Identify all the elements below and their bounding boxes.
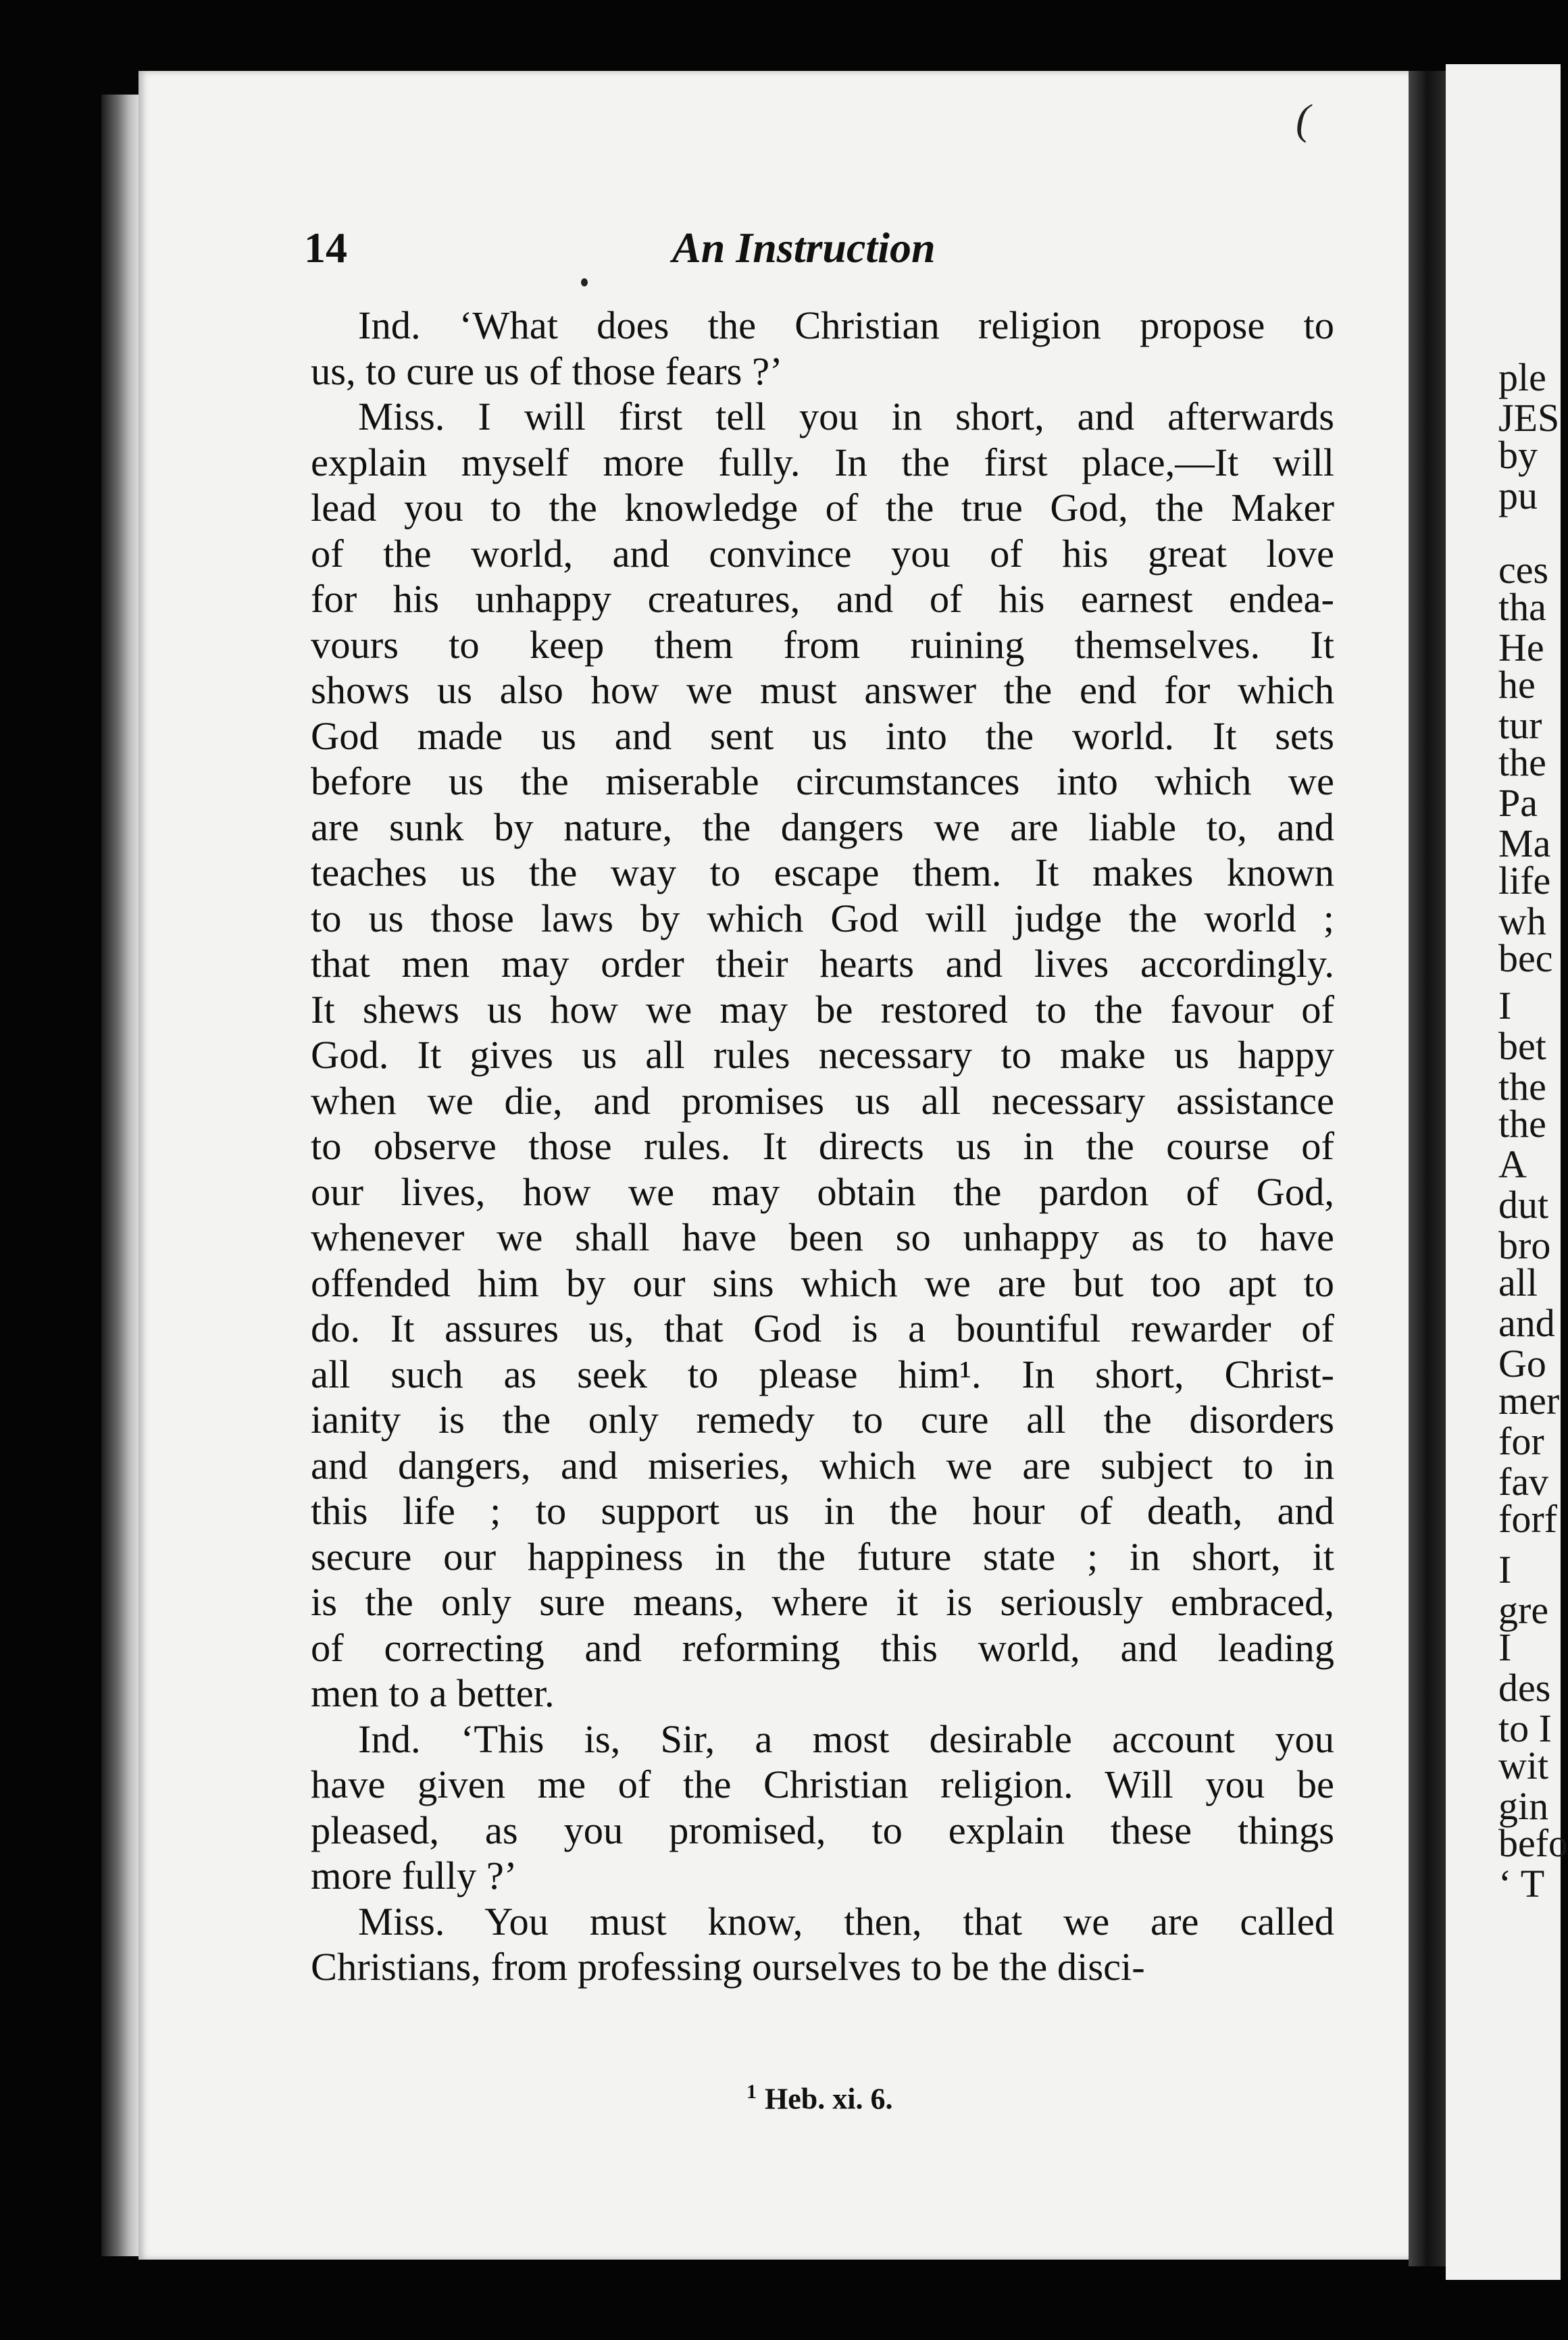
text-line: before us the miserable circumstances into which we: [311, 759, 1334, 803]
facing-page-text: ces: [1498, 548, 1549, 592]
text-line: to observe those rules. It directs us in the course of: [311, 1124, 1334, 1168]
facing-page-text: bec: [1498, 936, 1553, 980]
text-line: ianity is the only remedy to cure all the disorders: [311, 1398, 1334, 1442]
facing-page-text: life: [1498, 859, 1551, 902]
text-line: do. It assures us, that God is a bountiful rewarder of: [311, 1306, 1334, 1350]
running-title: An Instruction: [672, 224, 936, 272]
text-line: more fully ?’: [311, 1854, 517, 1898]
corner-mark: (: [1296, 95, 1311, 143]
text-line: of correcting and reforming this world, and leading: [311, 1625, 1334, 1670]
facing-page-text: gre: [1498, 1588, 1549, 1632]
facing-page-text: by: [1498, 433, 1538, 477]
text-line: pleased, as you promised, to explain these things: [311, 1808, 1334, 1852]
text-line: for his unhappy creatures, and of his earnest endea-: [311, 577, 1334, 621]
facing-page-text: Go: [1498, 1342, 1546, 1385]
text-line: shows us also how we must answer the end for which: [311, 668, 1334, 712]
facing-page-text: gin: [1498, 1784, 1549, 1828]
text-line: Ind. ‘What does the Christian religion propose to: [358, 303, 1334, 347]
facing-page-text: fav: [1498, 1460, 1549, 1504]
text-line: God made us and sent us into the world. It sets: [311, 713, 1334, 758]
text-line: God. It gives us all rules necessary to make us happy: [311, 1033, 1334, 1077]
text-line: It shews us how we may be restored to the favour of: [311, 987, 1334, 1032]
text-line: whenever we shall have been so unhappy as to have: [311, 1215, 1334, 1259]
facing-page-text: and: [1498, 1301, 1555, 1345]
facing-page-text: to I: [1498, 1706, 1552, 1750]
facing-page-text: tha: [1498, 585, 1546, 629]
page-header: [304, 223, 1338, 284]
text-line: this life ; to support us in the hour of death, and: [311, 1489, 1334, 1533]
facing-page-text: wh: [1498, 899, 1546, 943]
text-line: when we die, and promises us all necessary assistance: [311, 1078, 1334, 1123]
book-page-edges: [101, 95, 142, 2256]
facing-page-text: pu: [1498, 474, 1538, 517]
text-line: our lives, how we may obtain the pardon of God,: [311, 1169, 1334, 1214]
text-line: is the only sure means, where it is seriously embraced,: [311, 1580, 1334, 1624]
facing-page-fragment: [1446, 64, 1568, 2280]
facing-page-text: dut: [1498, 1183, 1549, 1227]
facing-page-text: des: [1498, 1666, 1551, 1710]
page-number: 14: [304, 224, 347, 272]
facing-page-text: mer: [1498, 1379, 1560, 1423]
facing-page-text: JES: [1498, 396, 1560, 440]
facing-page-text: Ma: [1498, 821, 1551, 865]
text-line: are sunk by nature, the dangers we are liable to, and: [311, 805, 1334, 849]
facing-page-text: he: [1498, 663, 1536, 707]
text-line: to us those laws by which God will judge the world ;: [311, 896, 1334, 940]
text-line: teaches us the way to escape them. It makes known: [311, 850, 1334, 894]
facing-page-text: the: [1498, 1102, 1546, 1146]
footnote-text: Heb. xi. 6.: [765, 2082, 893, 2116]
footnote-marker: 1: [747, 2081, 757, 2103]
text-line: men to a better.: [311, 1671, 555, 1715]
facing-page-text: bet: [1498, 1024, 1546, 1068]
facing-page-text: bro: [1498, 1223, 1551, 1267]
text-line: Miss. You must know, then, that we are called: [358, 1899, 1334, 1943]
text-line: vours to keep them from ruining themselves. It: [311, 622, 1334, 667]
facing-page-text: wit: [1498, 1744, 1549, 1787]
text-line: that men may order their hearts and lives accordingly.: [311, 942, 1334, 986]
body-text: [311, 303, 1334, 1990]
facing-page-text: for: [1498, 1419, 1544, 1463]
text-line: Miss. I will first tell you in short, and afterwards: [358, 395, 1334, 438]
facing-page-text: forf: [1498, 1497, 1557, 1541]
facing-page-text: I: [1498, 1548, 1512, 1592]
facing-page-text: I: [1498, 1625, 1512, 1669]
facing-page-text: He: [1498, 626, 1544, 669]
facing-page-text: the: [1498, 1065, 1546, 1109]
facing-page-text: the: [1498, 740, 1546, 784]
facing-page-text: befo: [1498, 1821, 1568, 1865]
printer-dot: [581, 278, 588, 286]
text-line: and dangers, and miseries, which we are subject to in: [311, 1443, 1334, 1487]
text-line: all such as seek to please him¹. In short, Christ-: [311, 1352, 1334, 1396]
facing-page-text: A: [1498, 1142, 1527, 1186]
text-line: us, to cure us of those fears ?’: [311, 349, 783, 393]
facing-page-text: Pa: [1498, 781, 1538, 825]
text-line: offended him by our sins which we are but too apt to: [311, 1261, 1334, 1305]
text-line: secure our happiness in the future state ; in short, it: [311, 1534, 1334, 1579]
facing-page-text: all: [1498, 1261, 1538, 1304]
facing-page-text: tur: [1498, 703, 1542, 747]
book-gutter: [1409, 71, 1446, 2266]
facing-page-text: ple: [1498, 355, 1546, 399]
footnote: [747, 2081, 892, 2116]
text-line: Christians, from professing ourselves to be the disci-: [311, 1945, 1145, 1989]
facing-page-text: I: [1498, 984, 1512, 1027]
text-line: have given me of the Christian religion. Will you be: [311, 1762, 1334, 1806]
facing-page-text: ‘ T: [1498, 1862, 1545, 1906]
text-line: Ind. ‘This is, Sir, a most desirable account you: [358, 1716, 1334, 1761]
text-line: explain myself more fully. In the first place,—It will: [311, 440, 1334, 484]
text-line: of the world, and convince you of his great love: [311, 531, 1334, 576]
text-line: lead you to the knowledge of the true God, the Maker: [311, 486, 1334, 530]
